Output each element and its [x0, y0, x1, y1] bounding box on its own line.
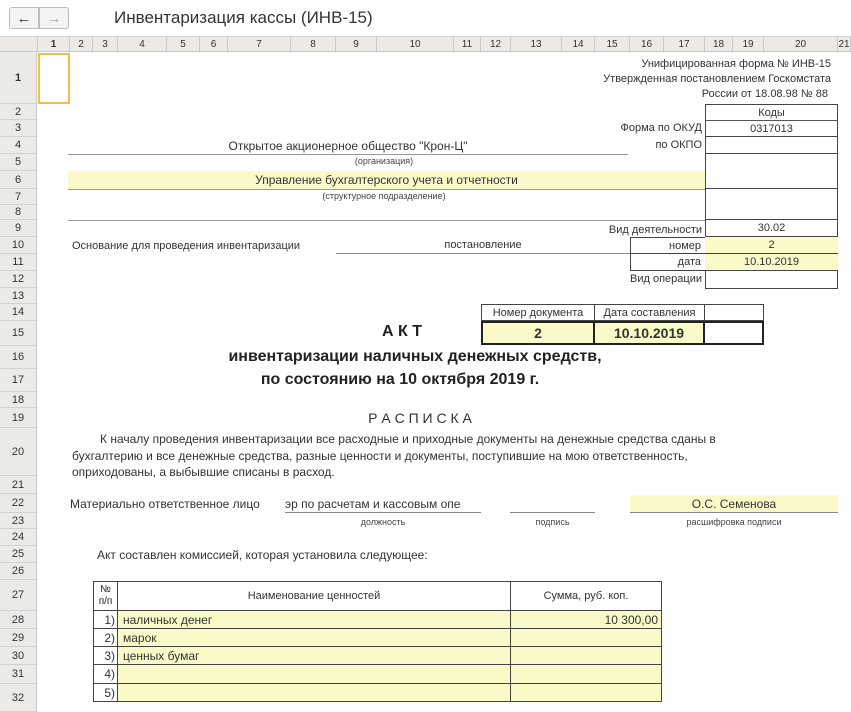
organization-caption: (организация)	[354, 155, 414, 166]
table-row-sum[interactable]	[511, 647, 662, 665]
row-header-27[interactable]: 27	[0, 580, 37, 611]
row-header-18[interactable]: 18	[0, 392, 37, 408]
row-header-1[interactable]: 1	[0, 52, 37, 104]
table-row-name[interactable]: наличных денег	[118, 611, 511, 629]
table-row-name[interactable]: ценных бумаг	[118, 647, 511, 665]
table-row-num[interactable]: 1)	[93, 611, 118, 629]
row-header-16[interactable]: 16	[0, 346, 37, 369]
table-row-num[interactable]: 2)	[93, 629, 118, 647]
window-title-bar	[0, 0, 851, 36]
row-header-22[interactable]: 22	[0, 494, 37, 513]
row-header-13[interactable]: 13	[0, 288, 37, 304]
column-header-2[interactable]: 2	[70, 37, 93, 52]
table-header-num-a: №	[100, 584, 111, 595]
basis-value[interactable]: постановление	[336, 237, 630, 254]
column-header-12[interactable]: 12	[481, 37, 511, 52]
doc-number-label: Номер документа	[481, 304, 595, 321]
row-header-7[interactable]: 7	[0, 189, 37, 205]
column-header-1[interactable]: 1	[38, 37, 70, 52]
responsible-person-label: Материально ответственное лицо	[70, 497, 260, 511]
division-name[interactable]: Управление бухгалтерского учета и отчетности	[68, 171, 705, 189]
doc-date-value[interactable]: 10.10.2019	[595, 321, 705, 345]
column-header-15[interactable]: 15	[595, 37, 630, 52]
row-header-30[interactable]: 30	[0, 647, 37, 665]
row-header-21[interactable]: 21	[0, 476, 37, 494]
date-label: дата	[630, 254, 705, 271]
row-header-31[interactable]: 31	[0, 665, 37, 684]
column-header-18[interactable]: 18	[705, 37, 733, 52]
row-header-23[interactable]: 23	[0, 513, 37, 529]
table-row-num[interactable]: 5)	[93, 684, 118, 702]
column-header-13[interactable]: 13	[511, 37, 562, 52]
row-header-17[interactable]: 17	[0, 369, 37, 392]
name-value[interactable]: О.С. Семенова	[630, 495, 838, 513]
row-header-11[interactable]: 11	[0, 254, 37, 271]
division-code[interactable]	[705, 189, 838, 220]
row-header-25[interactable]: 25	[0, 546, 37, 563]
row-header-10[interactable]: 10	[0, 237, 37, 254]
column-header-4[interactable]: 4	[118, 37, 167, 52]
back-arrow-icon[interactable]: ←	[9, 7, 39, 29]
column-header-6[interactable]: 6	[200, 37, 228, 52]
codes-header: Коды	[758, 106, 785, 119]
column-header-20[interactable]: 20	[764, 37, 838, 52]
receipt-line3: оприходованы, а выбывшие списаны в расход.	[72, 465, 335, 479]
row-header-26[interactable]: 26	[0, 563, 37, 580]
basis-label: Основание для проведения инвентаризации	[72, 240, 301, 252]
activity-value[interactable]: 30.02	[705, 220, 838, 237]
row-header-3[interactable]: 3	[0, 120, 37, 137]
position-caption: должность	[360, 516, 406, 527]
column-header-10[interactable]: 10	[377, 37, 454, 52]
act-subtitle1: инвентаризации наличных денежных средств,	[228, 348, 602, 365]
table-row-name[interactable]	[118, 665, 511, 684]
okud-value[interactable]: 0317013	[705, 121, 838, 137]
row-header-28[interactable]: 28	[0, 611, 37, 629]
row-header-2[interactable]: 2	[0, 104, 37, 120]
column-header-14[interactable]: 14	[562, 37, 595, 52]
table-row-sum[interactable]	[511, 684, 662, 702]
table-row-num[interactable]: 4)	[93, 665, 118, 684]
act-title: А К Т	[382, 323, 422, 340]
doc-number-value[interactable]: 2	[481, 321, 595, 345]
position-value[interactable]: эр по расчетам и кассовым опе	[285, 495, 481, 513]
okud-label: Форма по ОКУД	[620, 122, 702, 134]
number-value[interactable]: 2	[705, 237, 838, 254]
table-header-num-b: п/п	[98, 596, 113, 607]
signature-caption: подпись	[535, 516, 570, 527]
row-header-6[interactable]: 6	[0, 171, 37, 189]
receipt-line1: К началу проведения инвентаризации все расходные и приходные документы на денежные средства сданы в	[100, 432, 716, 446]
column-header-16[interactable]: 16	[630, 37, 664, 52]
column-header-9[interactable]: 9	[336, 37, 377, 52]
date-value[interactable]: 10.10.2019	[705, 254, 838, 271]
okpo-extra[interactable]	[705, 154, 838, 189]
column-header-3[interactable]: 3	[93, 37, 118, 52]
receipt-title: Р А С П И С К А	[368, 410, 472, 426]
column-header-11[interactable]: 11	[454, 37, 481, 52]
row-header-32[interactable]: 32	[0, 684, 37, 712]
table-header-sum: Сумма, руб. коп.	[511, 581, 662, 611]
name-caption: расшифровка подписи	[686, 516, 782, 527]
row-header-8[interactable]: 8	[0, 205, 37, 220]
okpo-value[interactable]	[705, 137, 838, 154]
receipt-line2: бухгалтерию и все денежные средства, разные ценности и документы, поступившие на мою ответственность,	[72, 449, 688, 463]
row-header-29[interactable]: 29	[0, 629, 37, 647]
okpo-label: по ОКПО	[655, 139, 702, 151]
row-header-24[interactable]: 24	[0, 529, 37, 546]
forward-arrow-icon[interactable]: →	[39, 7, 69, 29]
table-row-num[interactable]: 3)	[93, 647, 118, 665]
number-label: номер	[630, 237, 705, 254]
organization-name[interactable]: Открытое акционерное общество "Крон-Ц"	[228, 138, 468, 153]
signature-field[interactable]	[510, 495, 595, 513]
row-header-15[interactable]: 15	[0, 321, 37, 346]
form-name-line2: Утвержденная постановлением Госкомстата	[603, 73, 831, 85]
table-row-sum[interactable]: 10 300,00	[511, 611, 662, 629]
doc-date-label: Дата составления	[595, 304, 705, 321]
act-subtitle2: по состоянию на 10 октября 2019 г.	[260, 371, 540, 388]
row-header-12[interactable]: 12	[0, 271, 37, 288]
row-header-4[interactable]: 4	[0, 137, 37, 154]
table-row-sum[interactable]	[511, 629, 662, 647]
column-header-19[interactable]: 19	[733, 37, 764, 52]
column-header-17[interactable]: 17	[664, 37, 705, 52]
row8-line	[68, 220, 705, 221]
table-header-name: Наименование ценностей	[118, 581, 511, 611]
column-header-8[interactable]: 8	[291, 37, 336, 52]
operation-label: Вид операции	[630, 273, 702, 285]
column-header-7[interactable]: 7	[228, 37, 291, 52]
division-caption: (структурное подразделение)	[322, 190, 446, 201]
sheet-corner[interactable]	[0, 37, 38, 52]
form-name-line3: России от 18.08.98 № 88	[701, 88, 828, 100]
form-name-line1: Унифицированная форма № ИНВ-15	[641, 58, 831, 70]
row-header-5[interactable]: 5	[0, 154, 37, 171]
table-row-name[interactable]	[118, 684, 511, 702]
doc-blank-bottom	[705, 321, 764, 345]
commission-text: Акт составлен комиссией, которая установила следующее:	[97, 548, 428, 562]
window-title: Инвентаризация кассы (ИНВ-15)	[114, 8, 373, 27]
column-header-21[interactable]: 21	[838, 39, 850, 50]
doc-blank-top	[705, 304, 764, 321]
table-row-sum[interactable]	[511, 665, 662, 684]
table-header-num	[93, 581, 118, 611]
row-header-14[interactable]: 14	[0, 304, 37, 321]
activity-label: Вид деятельности	[608, 224, 702, 236]
row-header-19[interactable]: 19	[0, 408, 37, 428]
row-header-9[interactable]: 9	[0, 220, 37, 237]
row-header-20[interactable]: 20	[0, 428, 37, 476]
column-header-5[interactable]: 5	[167, 37, 200, 52]
table-row-name[interactable]: марок	[118, 629, 511, 647]
column-header-bar	[0, 36, 851, 52]
selected-cell[interactable]	[38, 53, 70, 104]
